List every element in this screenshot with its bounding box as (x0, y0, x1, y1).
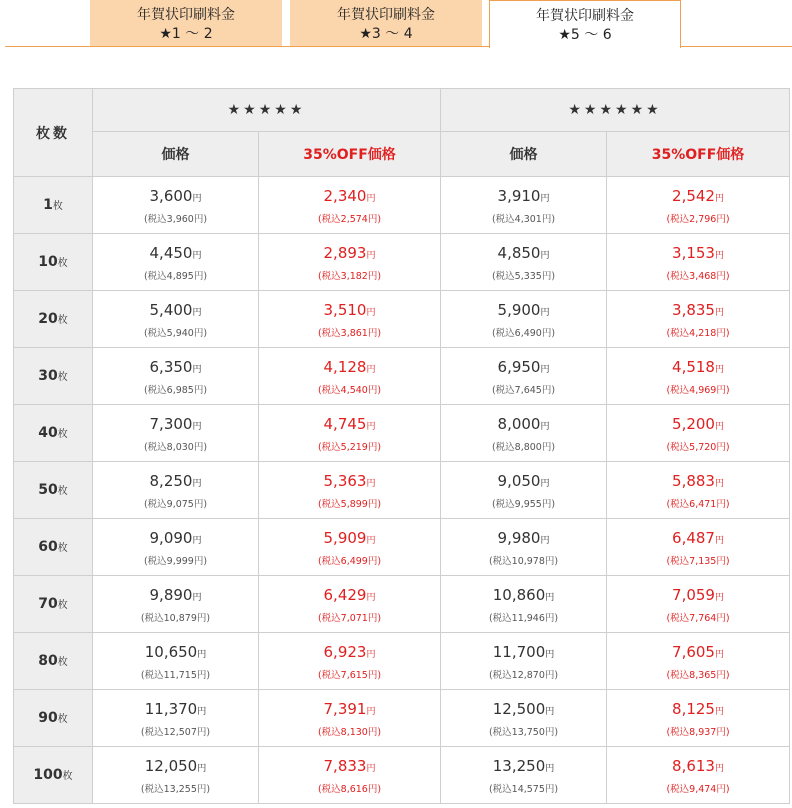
yen-unit: 円 (540, 250, 550, 261)
quantity-unit: 枚 (57, 714, 68, 725)
yen-unit: 円 (192, 193, 202, 204)
quantity-unit: 枚 (57, 600, 68, 611)
price-cell (441, 462, 607, 519)
discount-price-cell (607, 633, 790, 690)
yen-unit: 円 (197, 649, 207, 660)
discount-price-value: 2,340 (323, 186, 367, 205)
discount-tax-included-price: (税込7,071円) (317, 612, 382, 624)
discount-tax-included-price: (税込4,540円) (317, 384, 382, 396)
yen-unit: 円 (192, 592, 202, 603)
tab-stars: ★3 ～ 4 (359, 26, 413, 42)
price-cell (93, 633, 259, 690)
discount-price-cell (259, 747, 441, 804)
yen-unit: 円 (192, 307, 202, 318)
quantity-unit: 枚 (52, 201, 63, 212)
price-value: 11,700 (492, 642, 546, 661)
discount-price-value: 4,128 (323, 357, 367, 376)
discount-price-cell (259, 462, 441, 519)
discount-tax-included-price: (税込9,474円) (666, 783, 730, 795)
tax-included-price: (税込8,030円) (143, 441, 208, 453)
discount-price-value: 8,613 (672, 756, 715, 775)
yen-unit: 円 (366, 763, 376, 774)
price-cell (93, 405, 259, 462)
yen-unit: 円 (197, 763, 207, 774)
price-table (13, 88, 790, 804)
price-value: 10,650 (144, 642, 198, 661)
quantity-cell (14, 462, 93, 519)
price-cell (441, 234, 607, 291)
yen-unit: 円 (714, 307, 724, 318)
tab-stars-5-6-active[interactable] (489, 0, 681, 48)
discount-price-cell (259, 348, 441, 405)
discount-tax-included-price: (税込6,499円) (317, 555, 382, 567)
quantity-cell (14, 348, 93, 405)
quantity-unit: 枚 (57, 657, 68, 668)
discount-tax-included-price: (税込4,218円) (666, 327, 730, 339)
discount-price-value: 5,363 (323, 471, 367, 490)
tab-stars: ★5 ～ 6 (558, 27, 612, 43)
price-cell (441, 348, 607, 405)
price-cell (93, 519, 259, 576)
yen-unit: 円 (366, 649, 376, 660)
tax-included-price: (税込4,895円) (143, 270, 208, 282)
discount-price-value: 6,923 (323, 642, 367, 661)
yen-unit: 円 (192, 364, 202, 375)
discount-price-value: 2,542 (672, 186, 715, 205)
table-row (14, 633, 790, 690)
discount-price-cell (607, 177, 790, 234)
price-cell (93, 576, 259, 633)
tab-title: 年賀状印刷料金 (337, 7, 435, 23)
table-row (14, 576, 790, 633)
tax-included-price: (税込14,575円) (488, 783, 559, 795)
yen-unit: 円 (540, 535, 550, 546)
price-cell (441, 747, 607, 804)
sub-header-price: 価格 (441, 132, 607, 177)
yen-unit: 円 (366, 364, 376, 375)
quantity-unit: 枚 (57, 372, 68, 383)
discount-tax-included-price: (税込5,219円) (317, 441, 382, 453)
yen-unit: 円 (545, 706, 555, 717)
quantity-value: 50 (38, 482, 58, 498)
price-value: 4,450 (149, 243, 193, 262)
table-row (14, 348, 790, 405)
yen-unit: 円 (714, 535, 724, 546)
discount-price-value: 7,605 (672, 642, 715, 661)
discount-price-value: 3,510 (323, 300, 367, 319)
price-value: 9,890 (149, 585, 193, 604)
yen-unit: 円 (192, 421, 202, 432)
price-value: 6,950 (497, 357, 541, 376)
tax-included-price: (税込4,301円) (491, 213, 556, 225)
tax-included-price: (税込13,750円) (488, 726, 559, 738)
tax-included-price: (税込12,870円) (488, 669, 559, 681)
quantity-unit: 枚 (57, 543, 68, 554)
quantity-unit: 枚 (62, 771, 73, 782)
tax-included-price: (税込8,800円) (491, 441, 556, 453)
quantity-cell (14, 690, 93, 747)
price-value: 13,250 (492, 756, 546, 775)
price-cell (93, 690, 259, 747)
yen-unit: 円 (714, 763, 724, 774)
discount-tax-included-price: (税込8,130円) (317, 726, 382, 738)
yen-unit: 円 (540, 421, 550, 432)
price-tabs (0, 0, 792, 48)
tab-stars: ★1 ～ 2 (159, 26, 213, 42)
price-cell (93, 234, 259, 291)
discount-price-value: 5,909 (323, 528, 367, 547)
quantity-unit: 枚 (57, 486, 68, 497)
discount-price-value: 5,200 (672, 414, 715, 433)
yen-unit: 円 (366, 592, 376, 603)
price-cell (441, 633, 607, 690)
discount-tax-included-price: (税込3,861円) (317, 327, 382, 339)
discount-tax-included-price: (税込2,574円) (317, 213, 382, 225)
price-cell (93, 348, 259, 405)
discount-tax-included-price: (税込8,365円) (666, 669, 730, 681)
yen-unit: 円 (540, 193, 550, 204)
discount-price-cell (259, 234, 441, 291)
quantity-cell (14, 576, 93, 633)
discount-price-value: 5,883 (672, 471, 715, 490)
price-value: 6,350 (149, 357, 193, 376)
yen-unit: 円 (540, 478, 550, 489)
discount-price-cell (259, 690, 441, 747)
discount-price-value: 4,745 (323, 414, 367, 433)
discount-price-cell (607, 747, 790, 804)
yen-unit: 円 (366, 421, 376, 432)
table-row (14, 177, 790, 234)
discount-tax-included-price: (税込5,720円) (666, 441, 730, 453)
quantity-value: 1 (43, 197, 53, 213)
yen-unit: 円 (714, 649, 724, 660)
tax-included-price: (税込5,940円) (143, 327, 208, 339)
yen-unit: 円 (366, 478, 376, 489)
discount-price-cell (259, 633, 441, 690)
tax-included-price: (税込5,335円) (491, 270, 556, 282)
price-value: 7,300 (149, 414, 193, 433)
discount-price-cell (259, 519, 441, 576)
table-row (14, 234, 790, 291)
discount-price-value: 7,833 (323, 756, 367, 775)
price-value: 8,250 (149, 471, 193, 490)
discount-tax-included-price: (税込3,182円) (317, 270, 382, 282)
table-row (14, 519, 790, 576)
tax-included-price: (税込11,715円) (140, 669, 211, 681)
discount-tax-included-price: (税込7,764円) (666, 612, 730, 624)
quantity-cell (14, 747, 93, 804)
price-cell (441, 690, 607, 747)
tax-included-price: (税込9,999円) (143, 555, 208, 567)
quantity-unit: 枚 (57, 315, 68, 326)
price-cell (441, 405, 607, 462)
discount-price-value: 6,487 (672, 528, 715, 547)
discount-price-cell (607, 234, 790, 291)
discount-price-value: 3,835 (672, 300, 715, 319)
price-value: 9,050 (497, 471, 541, 490)
tax-included-price: (税込6,985円) (143, 384, 208, 396)
price-cell (441, 576, 607, 633)
yen-unit: 円 (714, 592, 724, 603)
yen-unit: 円 (366, 193, 376, 204)
table-row (14, 462, 790, 519)
discount-price-cell (607, 519, 790, 576)
yen-unit: 円 (714, 478, 724, 489)
quantity-value: 100 (33, 767, 63, 783)
price-cell (93, 462, 259, 519)
quantity-value: 30 (38, 368, 58, 384)
yen-unit: 円 (197, 706, 207, 717)
discount-tax-included-price: (税込3,468円) (666, 270, 730, 282)
price-cell (93, 291, 259, 348)
sub-header-discount-price: 35%OFF価格 (607, 132, 790, 177)
quantity-value: 10 (38, 254, 58, 270)
quantity-value: 40 (38, 425, 58, 441)
price-table-body (14, 177, 790, 804)
table-row (14, 291, 790, 348)
discount-price-value: 8,125 (672, 699, 715, 718)
corner-header-quantity: 枚数 (14, 89, 93, 177)
discount-tax-included-price: (税込5,899円) (317, 498, 382, 510)
discount-price-value: 7,391 (323, 699, 367, 718)
discount-price-cell (259, 291, 441, 348)
price-value: 5,400 (149, 300, 193, 319)
yen-unit: 円 (366, 706, 376, 717)
yen-unit: 円 (192, 535, 202, 546)
price-cell (441, 291, 607, 348)
yen-unit: 円 (545, 649, 555, 660)
price-value: 8,000 (497, 414, 541, 433)
yen-unit: 円 (192, 478, 202, 489)
table-row (14, 747, 790, 804)
tab-title: 年賀状印刷料金 (137, 7, 235, 23)
price-value: 9,090 (149, 528, 193, 547)
discount-price-value: 3,153 (672, 243, 715, 262)
yen-unit: 円 (366, 535, 376, 546)
discount-tax-included-price: (税込7,615円) (317, 669, 382, 681)
yen-unit: 円 (714, 706, 724, 717)
group-header-5-stars: ★★★★★ (93, 89, 441, 132)
price-value: 4,850 (497, 243, 541, 262)
price-cell (441, 519, 607, 576)
discount-tax-included-price: (税込6,471円) (666, 498, 730, 510)
discount-price-cell (607, 348, 790, 405)
quantity-value: 60 (38, 539, 58, 555)
yen-unit: 円 (714, 421, 724, 432)
price-value: 3,910 (497, 186, 541, 205)
tax-included-price: (税込3,960円) (143, 213, 208, 225)
price-cell (93, 747, 259, 804)
quantity-value: 90 (38, 710, 58, 726)
discount-price-cell (607, 576, 790, 633)
discount-price-cell (607, 462, 790, 519)
tax-included-price: (税込10,879円) (140, 612, 211, 624)
discount-price-cell (259, 576, 441, 633)
discount-tax-included-price: (税込7,135円) (666, 555, 730, 567)
quantity-unit: 枚 (57, 429, 68, 440)
discount-price-value: 6,429 (323, 585, 367, 604)
price-value: 11,370 (144, 699, 198, 718)
tax-included-price: (税込9,955円) (491, 498, 556, 510)
sub-header-discount-price: 35%OFF価格 (259, 132, 441, 177)
discount-tax-included-price: (税込8,937円) (666, 726, 730, 738)
table-row (14, 690, 790, 747)
yen-unit: 円 (714, 250, 724, 261)
discount-price-value: 7,059 (672, 585, 715, 604)
quantity-value: 20 (38, 311, 58, 327)
tax-included-price: (税込9,075円) (143, 498, 208, 510)
discount-price-cell (607, 405, 790, 462)
discount-price-cell (259, 405, 441, 462)
yen-unit: 円 (545, 763, 555, 774)
yen-unit: 円 (540, 307, 550, 318)
quantity-cell (14, 234, 93, 291)
quantity-cell (14, 177, 93, 234)
sub-header-price: 価格 (93, 132, 259, 177)
discount-tax-included-price: (税込8,616円) (317, 783, 382, 795)
price-value: 12,500 (492, 699, 546, 718)
quantity-value: 70 (38, 596, 58, 612)
tax-included-price: (税込12,507円) (140, 726, 211, 738)
tab-stars-3-4[interactable] (290, 0, 482, 46)
yen-unit: 円 (545, 592, 555, 603)
tab-title: 年賀状印刷料金 (536, 8, 634, 24)
group-header-6-stars: ★★★★★★ (441, 89, 790, 132)
tab-stars-1-2[interactable] (90, 0, 282, 46)
tax-included-price: (税込13,255円) (140, 783, 211, 795)
price-value: 9,980 (497, 528, 541, 547)
table-row (14, 405, 790, 462)
discount-price-cell (607, 690, 790, 747)
tax-included-price: (税込10,978円) (488, 555, 559, 567)
discount-price-value: 4,518 (672, 357, 715, 376)
tax-included-price: (税込6,490円) (491, 327, 556, 339)
discount-price-cell (259, 177, 441, 234)
price-value: 12,050 (144, 756, 198, 775)
yen-unit: 円 (366, 307, 376, 318)
price-value: 3,600 (149, 186, 193, 205)
quantity-cell (14, 291, 93, 348)
price-cell (93, 177, 259, 234)
price-value: 10,860 (492, 585, 546, 604)
yen-unit: 円 (192, 250, 202, 261)
quantity-cell (14, 405, 93, 462)
yen-unit: 円 (540, 364, 550, 375)
tax-included-price: (税込7,645円) (491, 384, 556, 396)
price-value: 5,900 (497, 300, 541, 319)
quantity-cell (14, 633, 93, 690)
tax-included-price: (税込11,946円) (488, 612, 559, 624)
quantity-cell (14, 519, 93, 576)
quantity-unit: 枚 (57, 258, 68, 269)
yen-unit: 円 (366, 250, 376, 261)
yen-unit: 円 (714, 193, 724, 204)
discount-tax-included-price: (税込4,969円) (666, 384, 730, 396)
yen-unit: 円 (714, 364, 724, 375)
quantity-value: 80 (38, 653, 58, 669)
discount-tax-included-price: (税込2,796円) (666, 213, 730, 225)
price-cell (441, 177, 607, 234)
discount-price-cell (607, 291, 790, 348)
discount-price-value: 2,893 (323, 243, 367, 262)
